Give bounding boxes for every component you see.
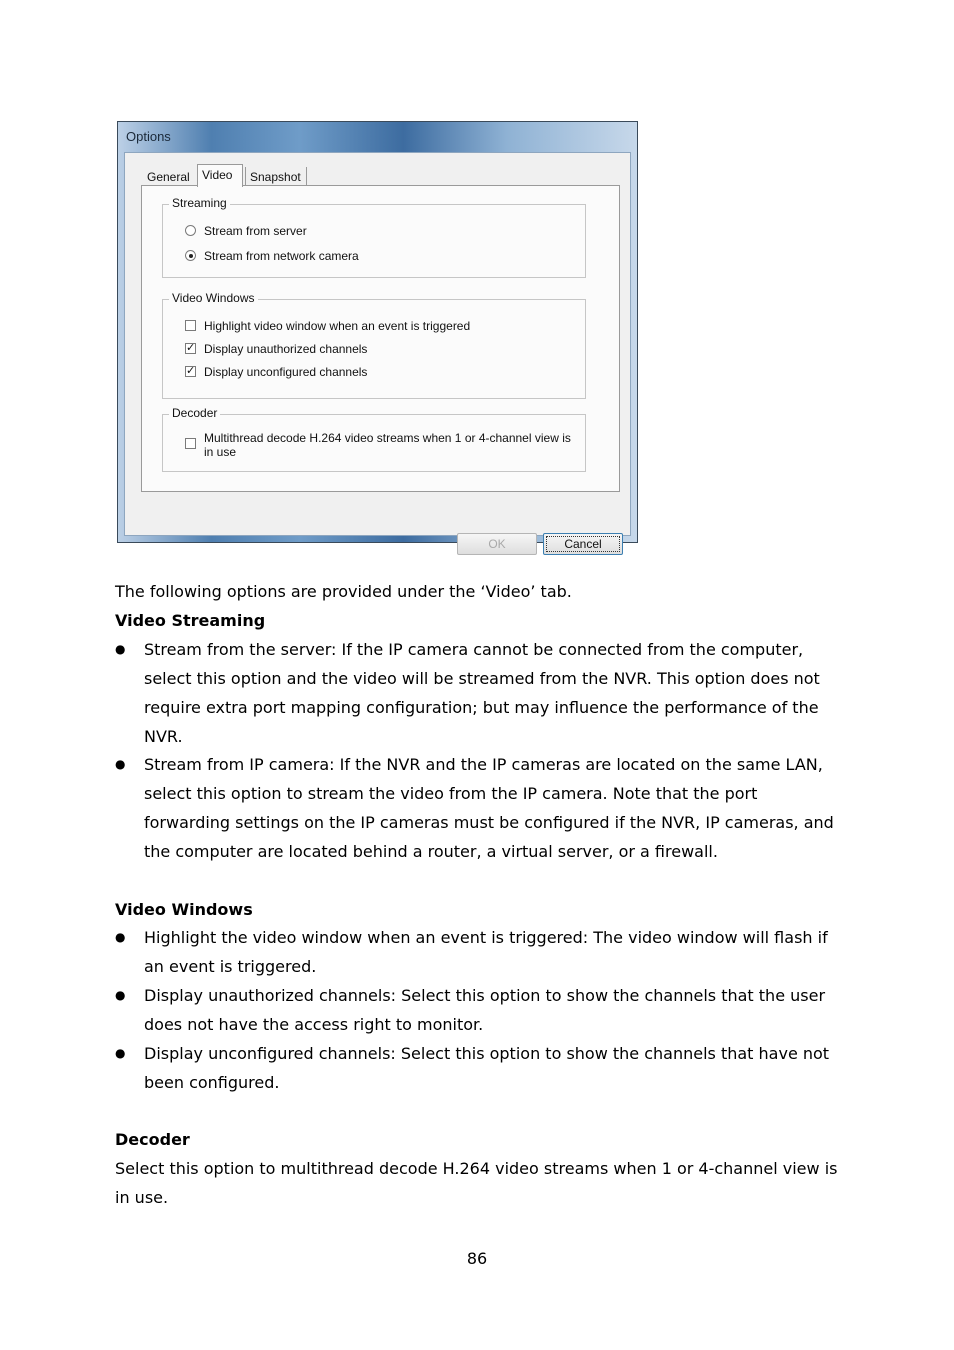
tab-video[interactable]: Video — [197, 164, 243, 187]
bullet-icon: ● — [115, 988, 126, 1002]
stream-from-server-label: Stream from server — [204, 224, 307, 238]
stream-from-server-radio[interactable] — [185, 225, 196, 236]
cancel-button[interactable]: Cancel — [543, 533, 623, 555]
bullet-icon: ● — [115, 642, 126, 656]
multithread-decode-label: Multithread decode H.264 video streams when 1 or 4-channel view is in use — [204, 431, 571, 459]
video-windows-group-title: Video Windows — [169, 291, 258, 305]
intro-paragraph: The following options are provided under the ‘Video’ tab. — [115, 582, 572, 601]
unauthorized-channels-label: Display unauthorized channels — [204, 342, 368, 356]
dialog-title: Options — [126, 129, 171, 144]
ok-button[interactable]: OK — [457, 533, 537, 555]
bullet-icon: ● — [115, 757, 126, 771]
decoder-text: Select this option to multithread decode H.264 video streams when 1 or 4-channel view is in use. — [115, 1159, 838, 1207]
multithread-decode-checkbox[interactable] — [185, 438, 196, 449]
bullet-icon: ● — [115, 1046, 126, 1060]
bullet-text: Highlight the video window when an event is triggered: The video window will flash if an event is triggered. — [144, 928, 828, 976]
unconfigured-channels-checkbox[interactable]: ✓ — [186, 365, 196, 377]
dialog-client-area — [124, 152, 631, 551]
unauthorized-channels-option[interactable] — [185, 342, 367, 356]
stream-from-server-option[interactable] — [185, 224, 307, 238]
decoder-paragraph — [115, 1154, 845, 1212]
bullet-icon: ● — [115, 930, 126, 944]
stream-from-camera-label: Stream from network camera — [204, 249, 359, 263]
options-dialog-screenshot — [117, 121, 638, 551]
decoder-group — [162, 406, 586, 472]
highlight-window-label: Highlight video window when an event is triggered — [204, 319, 471, 333]
unauthorized-channels-checkbox[interactable]: ✓ — [186, 342, 196, 354]
heading-video-streaming: Video Streaming — [115, 611, 266, 630]
video-tab-panel — [141, 185, 620, 492]
streaming-group — [162, 196, 586, 278]
highlight-window-option[interactable] — [185, 319, 470, 333]
list-item — [115, 750, 845, 866]
bullet-text: Stream from the server: If the IP camera cannot be connected from the computer, select this option and the video will be streamed from the NVR. This option does not require extra port mapping configuration; but may influence the performance of the NVR. — [144, 640, 820, 746]
bullet-text: Display unconfigured channels: Select this option to show the channels that have not been configured. — [144, 1044, 830, 1092]
heading-video-windows: Video Windows — [115, 900, 253, 919]
multithread-decode-option[interactable] — [185, 431, 574, 459]
stream-from-camera-radio[interactable] — [185, 250, 196, 261]
unconfigured-channels-label: Display unconfigured channels — [204, 365, 368, 379]
stream-from-camera-option[interactable] — [185, 249, 359, 263]
video-windows-group — [162, 291, 586, 399]
bullet-text: Display unauthorized channels: Select this option to show the channels that the user does not have the access right to monitor. — [144, 986, 826, 1034]
unconfigured-channels-option[interactable] — [185, 365, 367, 379]
list-item — [115, 923, 845, 981]
heading-decoder: Decoder — [115, 1130, 190, 1149]
streaming-group-title: Streaming — [169, 196, 230, 210]
tab-general[interactable]: General — [147, 170, 190, 184]
list-item — [115, 635, 845, 751]
list-item — [115, 1039, 845, 1097]
tab-snapshot[interactable]: Snapshot — [245, 167, 307, 188]
decoder-group-title: Decoder — [169, 406, 220, 420]
list-item — [115, 981, 845, 1039]
bullet-text: Stream from IP camera: If the NVR and the IP cameras are located on the same LAN, select this option to stream the video from the IP camera. Note that the port forwarding settings on the IP cameras must be configured if the NVR, IP cameras, and the computer are located behind a router, a virtual server, or a firewall. — [144, 755, 834, 861]
page-number: 86 — [466, 1249, 488, 1268]
highlight-window-checkbox[interactable] — [185, 320, 196, 331]
